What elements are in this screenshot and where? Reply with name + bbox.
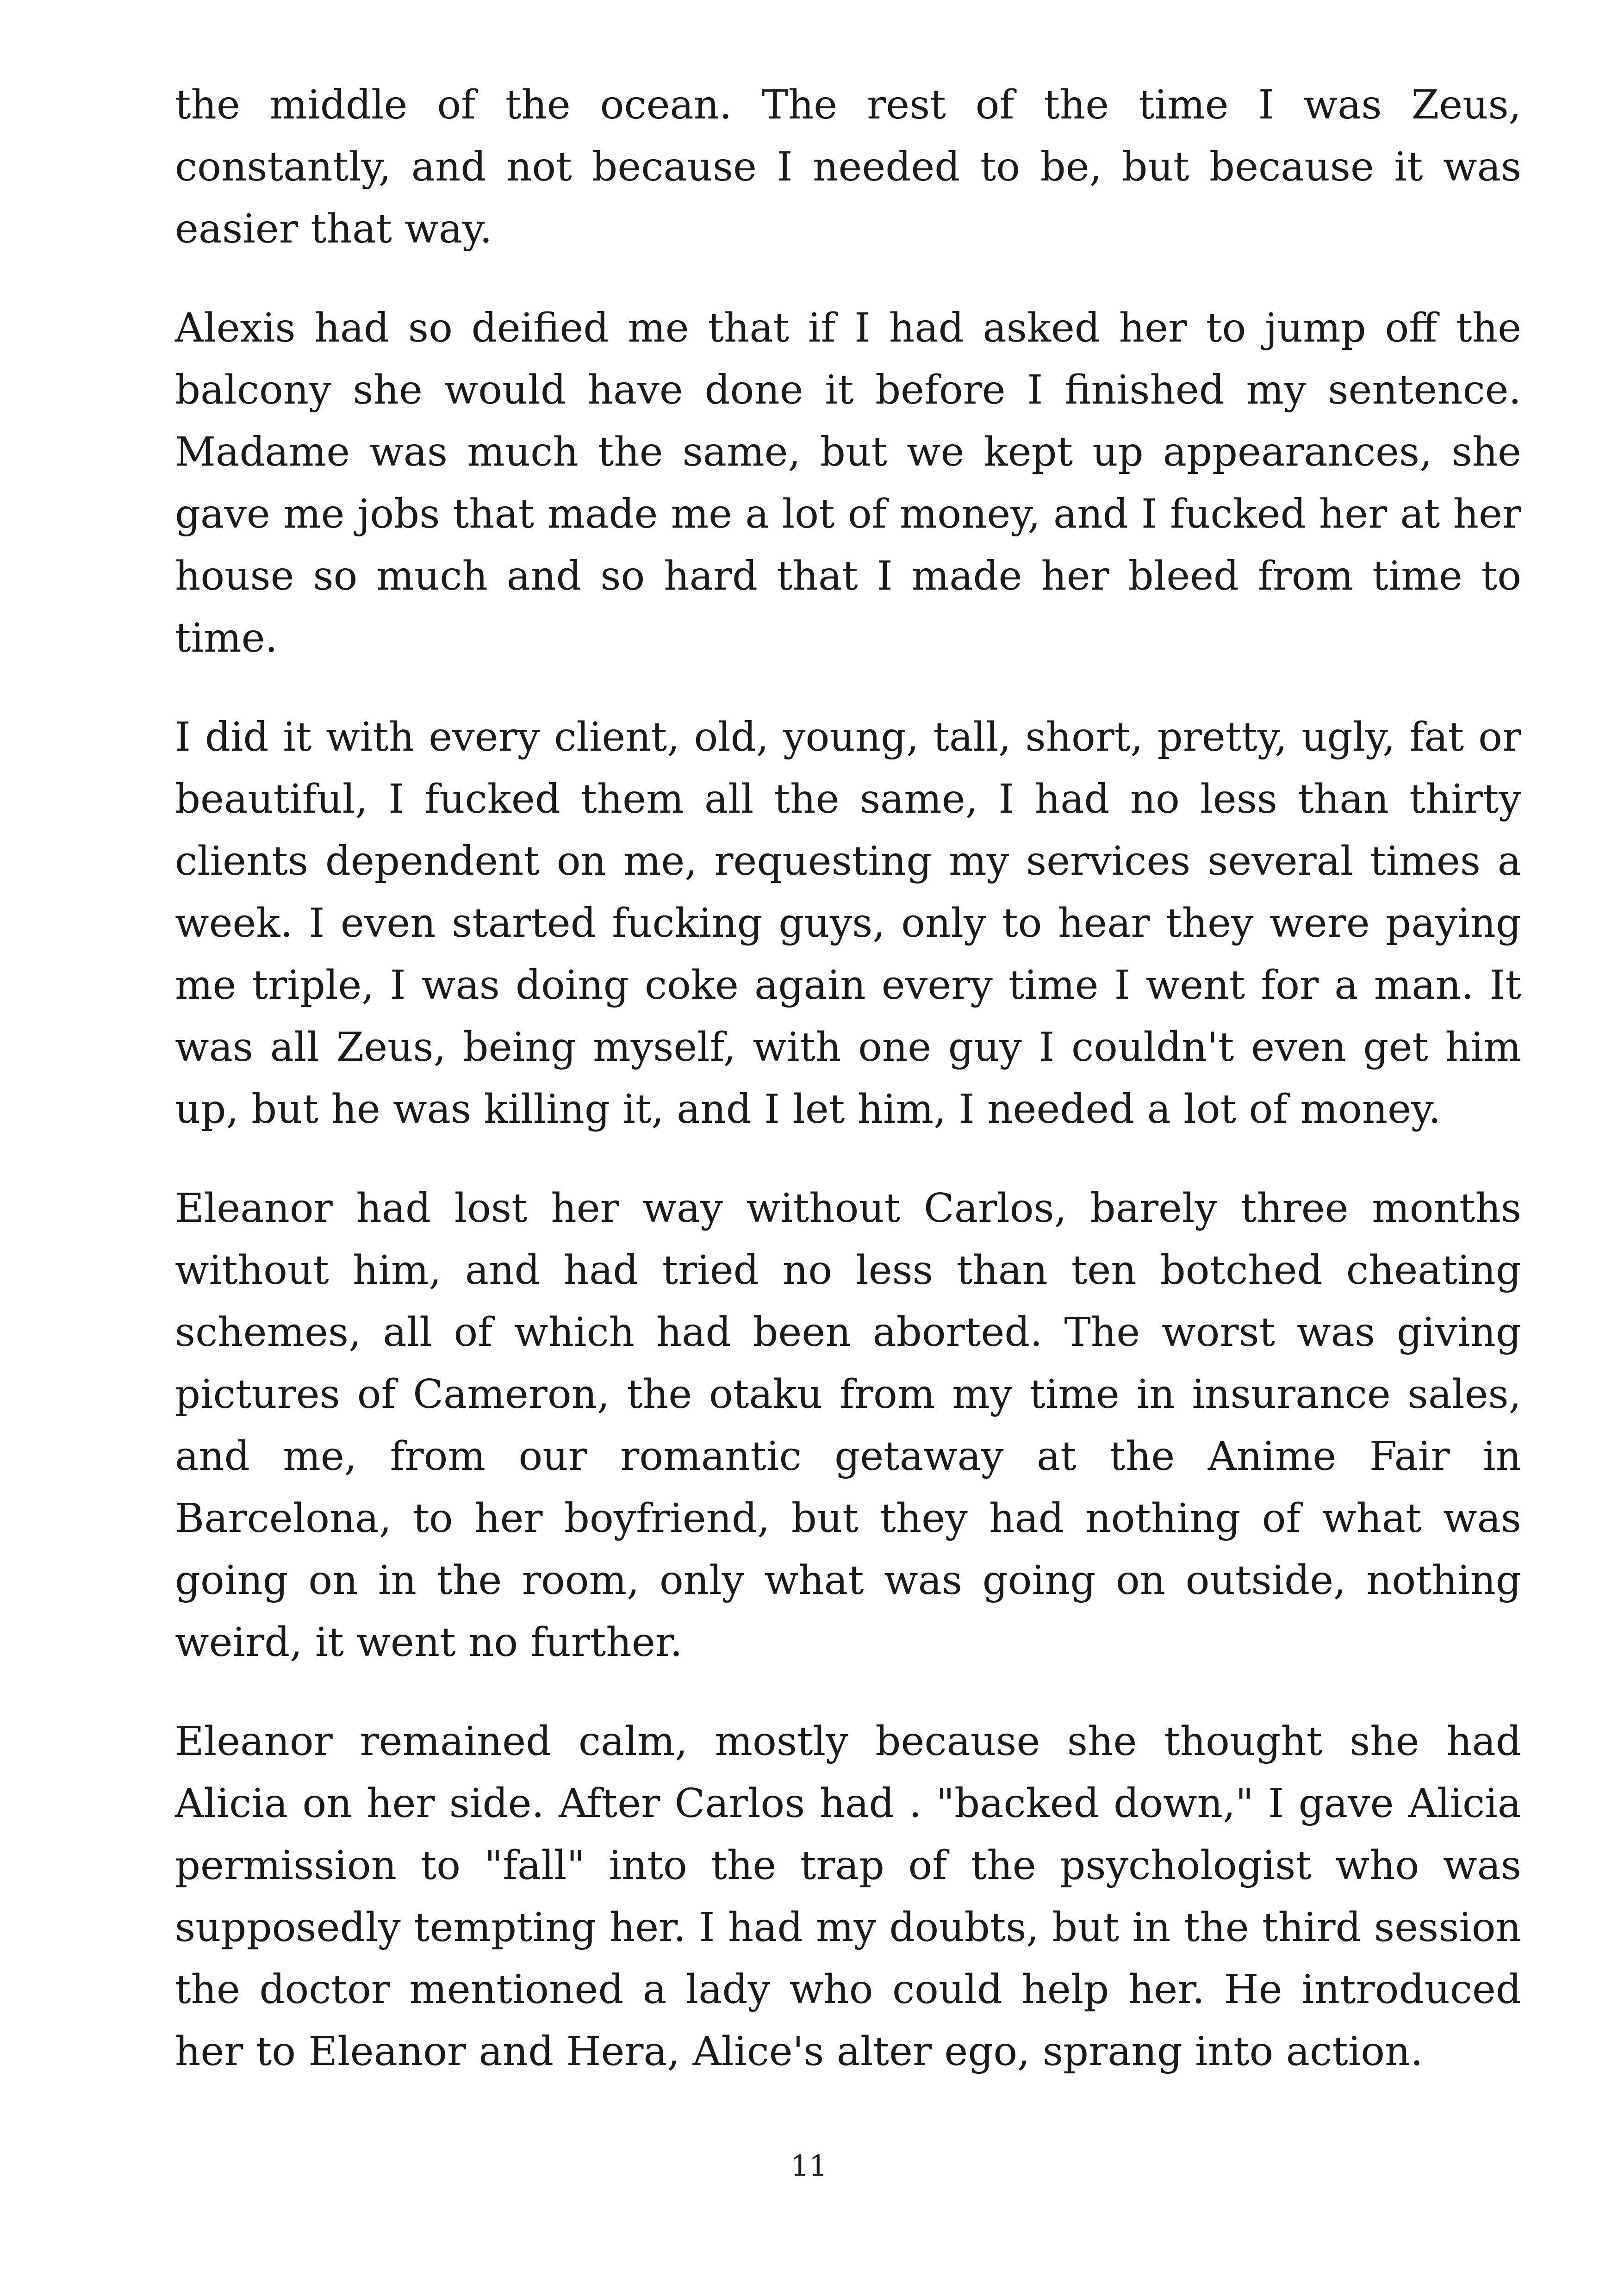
page-number: 11: [790, 2149, 828, 2183]
paragraph: Alexis had so deified me that if I had asked her to jump off the balcony she would have done it before I finished my sentence. Madame was much the same, but we kept up appearances, she gave me jobs that made me a lot of money, and I fucked her at her house so much and so hard that I made her bleed from time to time.: [175, 305, 1521, 661]
page-body: [175, 74, 1521, 2120]
paragraph: Eleanor remained calm, mostly because she thought she had Alicia on her side. After Carlos had . "backed down," I gave Alicia permission to "fall" into the trap of the psychologist who was supposedly tempting her. I had my doubts, but in the third session the doctor mentioned a lady who could help her. He introduced her to Eleanor and Hera, Alice's alter ego, sprang into action.: [175, 1718, 1521, 2075]
paragraph: the middle of the ocean. The rest of the time I was Zeus, constantly, and not because I needed to be, but because it was easier that way.: [175, 82, 1521, 252]
paragraph: Eleanor had lost her way without Carlos, barely three months without him, and had tried no less than ten botched cheating schemes, all of which had been aborted. The worst was giving pictures of Cameron, the otaku from my time in insurance sales, and me, from our romantic getaway at the Anime Fair in Barcelona, to her boyfriend, but they had nothing of what was going on in the room, only what was going on outside, nothing weird, it went no further.: [175, 1185, 1521, 1666]
paragraph: I did it with every client, old, young, tall, short, pretty, ugly, fat or beautiful, I fucked them all the same, I had no less than thirty clients dependent on me, requesting my services several times a week. I even started fucking guys, only to hear they were paying me triple, I was doing coke again every time I went for a man. It was all Zeus, being myself, with one guy I couldn't even get him up, but he was killing it, and I let him, I needed a lot of money.: [175, 714, 1521, 1132]
